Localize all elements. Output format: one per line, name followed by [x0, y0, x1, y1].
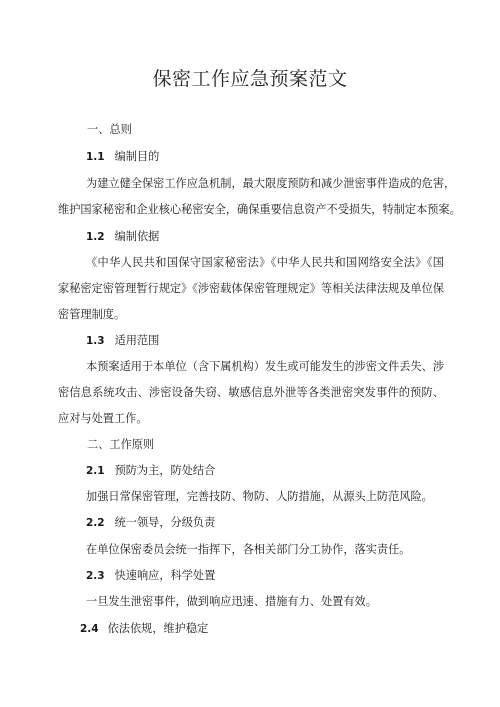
subsection-number: 2.4 [80, 623, 99, 635]
paragraph-line: 密管理制度。 [58, 308, 126, 321]
subsection-title: 编制目的 [114, 150, 160, 163]
paragraph-line: 《中华人民共和国保守国家秘密法》《中华人民共和国网络安全法》《国 [86, 256, 444, 269]
paragraph-line: 为建立健全保密工作应急机制，最大限度预防和减少泄密事件造成的危害， [86, 177, 456, 190]
subsection-heading-1-2 [86, 230, 159, 244]
subsection-heading-2-3 [86, 569, 215, 583]
subsection-heading-2-4 [80, 622, 208, 636]
paragraph-line: 应对与处置工作。 [58, 412, 148, 425]
subsection-number: 1.2 [86, 231, 105, 243]
subsection-title: 依法依规，维护稳定 [107, 622, 209, 635]
subsection-heading-2-1 [86, 464, 215, 478]
subsection-title: 快速响应，科学处置 [114, 569, 216, 582]
subsection-number: 2.2 [86, 517, 105, 529]
subsection-number: 1.3 [86, 335, 105, 347]
section-heading-general: 一、总则 [87, 123, 132, 136]
paragraph-line: 一旦发生泄密事件，做到响应迅速、措施有力、处置有效。 [86, 595, 377, 608]
subsection-title: 适用范围 [114, 334, 160, 347]
subsection-heading-1-1 [86, 150, 159, 164]
paragraph-line: 加强日常保密管理，完善技防、物防、人防措施，从源头上防范风险。 [86, 490, 433, 503]
subsection-number: 2.1 [86, 465, 105, 477]
paragraph-line: 维护国家秘密和企业核心秘密安全，确保重要信息资产不受损失，特制定本预案。 [58, 203, 461, 216]
subsection-number: 2.3 [86, 570, 105, 582]
document-title: 保密工作应急预案范文 [152, 68, 348, 90]
paragraph-line: 本预案适用于本单位（含下属机构）发生或可能发生的涉密文件丢失、涉 [86, 360, 445, 373]
subsection-heading-1-3 [86, 334, 159, 348]
subsection-heading-2-2 [86, 516, 215, 530]
subsection-title: 编制依据 [114, 230, 160, 243]
subsection-title: 预防为主，防处结合 [114, 464, 216, 477]
paragraph-line: 在单位保密委员会统一指挥下，各相关部门分工协作，落实责任。 [86, 543, 411, 556]
section-heading-principles: 二、工作原则 [87, 438, 155, 451]
paragraph-line: 密信息系统攻击、涉密设备失窃、敏感信息外泄等各类泄密突发事件的预防、 [58, 386, 444, 399]
paragraph-line: 家秘密定密管理暂行规定》《涉密载体保密管理规定》等相关法律法规及单位保 [58, 282, 444, 295]
subsection-number: 1.1 [86, 151, 105, 163]
subsection-title: 统一领导，分级负责 [114, 516, 216, 529]
